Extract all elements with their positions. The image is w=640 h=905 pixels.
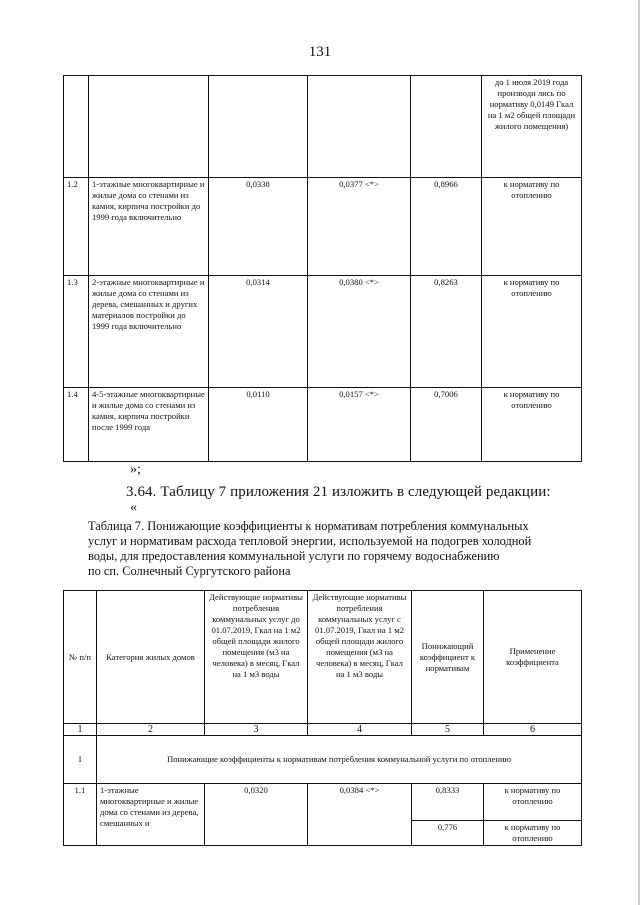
coefficient-cell: 0,7006 (411, 388, 482, 462)
table-caption (88, 519, 564, 579)
row-number: 1.3 (64, 276, 89, 388)
column-number: 4 (308, 724, 412, 736)
page-number: 131 (308, 44, 332, 60)
norm-after-cell: 0,0157 <*> (308, 388, 411, 462)
coefficient-cell: 0,8966 (411, 178, 482, 276)
caption-line: Таблица 7. Понижающие коэффициенты к нормативам потребления коммунальных (88, 519, 529, 533)
header-application: Применение коэффициента (484, 591, 582, 724)
category-cell: 1-этажные многоквартирные и жилые дома со стенами из камня, кирпича постройки до 1999 года включительно (89, 178, 209, 276)
coefficient-cell: 0,776 (412, 821, 484, 846)
column-number: 3 (205, 724, 308, 736)
header-category: Категория жилых домов (97, 591, 205, 724)
table-row (64, 388, 582, 462)
row-number: 1.1 (64, 784, 97, 846)
application-cell: к нормативу по отоплению (482, 388, 582, 462)
section-number: I (64, 736, 97, 784)
table-row (64, 178, 582, 276)
header-num: № п/п (64, 591, 97, 724)
column-number: 1 (64, 724, 97, 736)
application-cell: к нормативу по отоплению (484, 784, 582, 821)
note-cell: до 1 июля 2019 года производи лись по нормативу 0,0149 Гкал на 1 м2 общей площади жилого помещения) (482, 76, 582, 178)
caption-line: воды, для предоставления коммунальной услуги по горячему водоснабжению (88, 549, 500, 563)
norm-after-cell: 0,0377 <*> (308, 178, 411, 276)
section-row (64, 736, 582, 784)
application-cell: к нормативу по отоплению (482, 178, 582, 276)
section-heading: 3.64. Таблицу 7 приложения 21 изложить в следующей редакции: (126, 484, 551, 500)
norm-before-cell: 0,0320 (205, 784, 308, 846)
table-7 (63, 590, 582, 846)
table-row (64, 784, 582, 821)
table-header-row (64, 591, 582, 724)
header-coefficient: Понижающий коэффициент к нормативам (412, 591, 484, 724)
application-cell: к нормативу по отоплению (484, 821, 582, 846)
norm-after-cell: 0,0380 <*> (308, 276, 411, 388)
column-number: 6 (484, 724, 582, 736)
column-number-row (64, 724, 582, 736)
norm-after-cell: 0,0384 <*> (308, 784, 412, 846)
norm-before-cell: 0,0314 (209, 276, 308, 388)
column-number: 5 (412, 724, 484, 736)
row-number: 1.4 (64, 388, 89, 462)
category-cell: 2-этажные многоквартирные и жилые дома со стенами из дерева, смешанных и других материалов постройки до 1999 года включительно (89, 276, 209, 388)
coefficient-cell: 0,8333 (412, 784, 484, 821)
row-number: 1.2 (64, 178, 89, 276)
column-number: 2 (97, 724, 205, 736)
norm-before-cell: 0,0338 (209, 178, 308, 276)
open-quote: « (130, 500, 137, 515)
header-norm-after: Действующие нормативы потребления коммунальных услуг с 01.07.2019, Гкал на 1 м2 общей площади жилого помещения (м3 на человека) в месяц, Гкал на 1 м3 воды (308, 591, 412, 724)
category-cell: 1-этажные многоквартирные и жилые дома со стенами из дерева, смешанных и (97, 784, 205, 846)
table-continuation (63, 75, 582, 462)
section-title: Понижающие коэффициенты к нормативам потребления коммунальной услуги по отоплению (97, 736, 582, 784)
caption-line: по сп. Солнечный Сургутского района (88, 564, 291, 578)
close-quote: »; (130, 462, 141, 477)
norm-before-cell: 0,0110 (209, 388, 308, 462)
application-cell: к нормативу по отоплению (482, 276, 582, 388)
coefficient-cell: 0,8263 (411, 276, 482, 388)
caption-line: услуг и нормативам расхода тепловой энергии, используемой на подогрев холодной (88, 534, 532, 548)
table-row (64, 276, 582, 388)
header-norm-before: Действующие нормативы потребления коммунальных услуг до 01.07.2019, Гкал на 1 м2 общей площади жилого помещения (м3 на человека) в месяц, Гкал на 1 м3 воды (205, 591, 308, 724)
table-row (64, 76, 582, 178)
category-cell: 4-5-этажные многоквартирные и жилые дома со стенами из камня, кирпича постройки после 1999 года (89, 388, 209, 462)
